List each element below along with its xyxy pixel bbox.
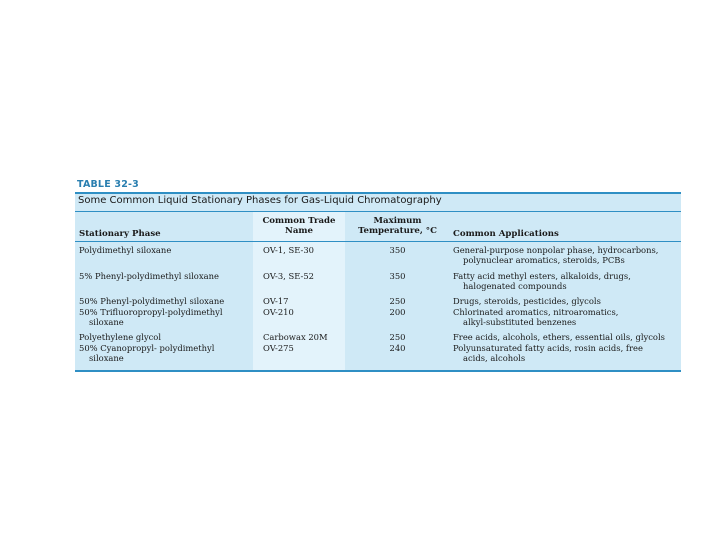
cell-applications xyxy=(453,307,679,327)
app-line1: General-purpose nonpolar phase, hydrocarbons, xyxy=(453,245,659,255)
cell-trade-name: OV-210 xyxy=(263,307,294,317)
header-trade-line2: Name xyxy=(285,226,313,236)
cell-phase xyxy=(79,307,249,327)
cell-phase: Polyethylene glycol xyxy=(79,332,162,342)
phase-line2: siloxane xyxy=(89,353,124,363)
app-line2: alkyl-substituted benzenes xyxy=(463,317,577,327)
cell-max-temp: 200 xyxy=(389,307,406,317)
cell-phase xyxy=(79,343,249,363)
cell-applications xyxy=(453,343,679,363)
cell-trade-name: OV-3, SE-52 xyxy=(263,271,314,281)
header-stationary-phase: Stationary Phase xyxy=(79,229,161,239)
header-trade-line1: Common Trade xyxy=(262,216,336,226)
cell-max-temp: 350 xyxy=(389,245,406,255)
app-line1: Polyunsaturated fatty acids, rosin acids, free xyxy=(453,343,643,353)
cell-trade-name: OV-275 xyxy=(263,343,294,353)
cell-applications xyxy=(453,245,679,265)
header-temp-line1: Maximum xyxy=(373,216,422,226)
cell-phase: 50% Phenyl-polydimethyl siloxane xyxy=(79,296,225,306)
table-number-label: TABLE 32-3 xyxy=(77,179,139,190)
header-temp-line2: Temperature, °C xyxy=(358,226,437,236)
cell-applications: Free acids, alcohols, ethers, essential oils, glycols xyxy=(453,332,665,342)
cell-applications xyxy=(453,271,679,291)
header-trade-name xyxy=(253,216,345,236)
header-common-applications: Common Applications xyxy=(453,229,559,239)
cell-trade-name: OV-17 xyxy=(263,296,289,306)
phase-line1: 50% Trifluoropropyl-polydimethyl xyxy=(79,307,223,317)
app-line1: Chlorinated aromatics, nitroaromatics, xyxy=(453,307,619,317)
header-max-temperature xyxy=(345,216,450,236)
cell-trade-name: Carbowax 20M xyxy=(263,332,328,342)
app-line1: Fatty acid methyl esters, alkaloids, drugs, xyxy=(453,271,631,281)
cell-max-temp: 250 xyxy=(389,296,406,306)
cell-phase: 5% Phenyl-polydimethyl siloxane xyxy=(79,271,219,281)
cell-max-temp: 250 xyxy=(389,332,406,342)
stationary-phases-table xyxy=(75,192,681,372)
cell-max-temp: 240 xyxy=(389,343,406,353)
cell-applications: Drugs, steroids, pesticides, glycols xyxy=(453,296,601,306)
cell-phase: Polydimethyl siloxane xyxy=(79,245,172,255)
phase-line1: 50% Cyanopropyl- polydimethyl xyxy=(79,343,215,353)
app-line2: halogenated compounds xyxy=(463,281,567,291)
title-divider xyxy=(75,211,681,212)
header-divider xyxy=(75,241,681,242)
phase-line2: siloxane xyxy=(89,317,124,327)
app-line2: polynuclear aromatics, steroids, PCBs xyxy=(463,255,625,265)
app-line2: acids, alcohols xyxy=(463,353,526,363)
table-title: Some Common Liquid Stationary Phases for Gas-Liquid Chromatography xyxy=(78,195,442,206)
cell-max-temp: 350 xyxy=(389,271,406,281)
cell-trade-name: OV-1, SE-30 xyxy=(263,245,314,255)
